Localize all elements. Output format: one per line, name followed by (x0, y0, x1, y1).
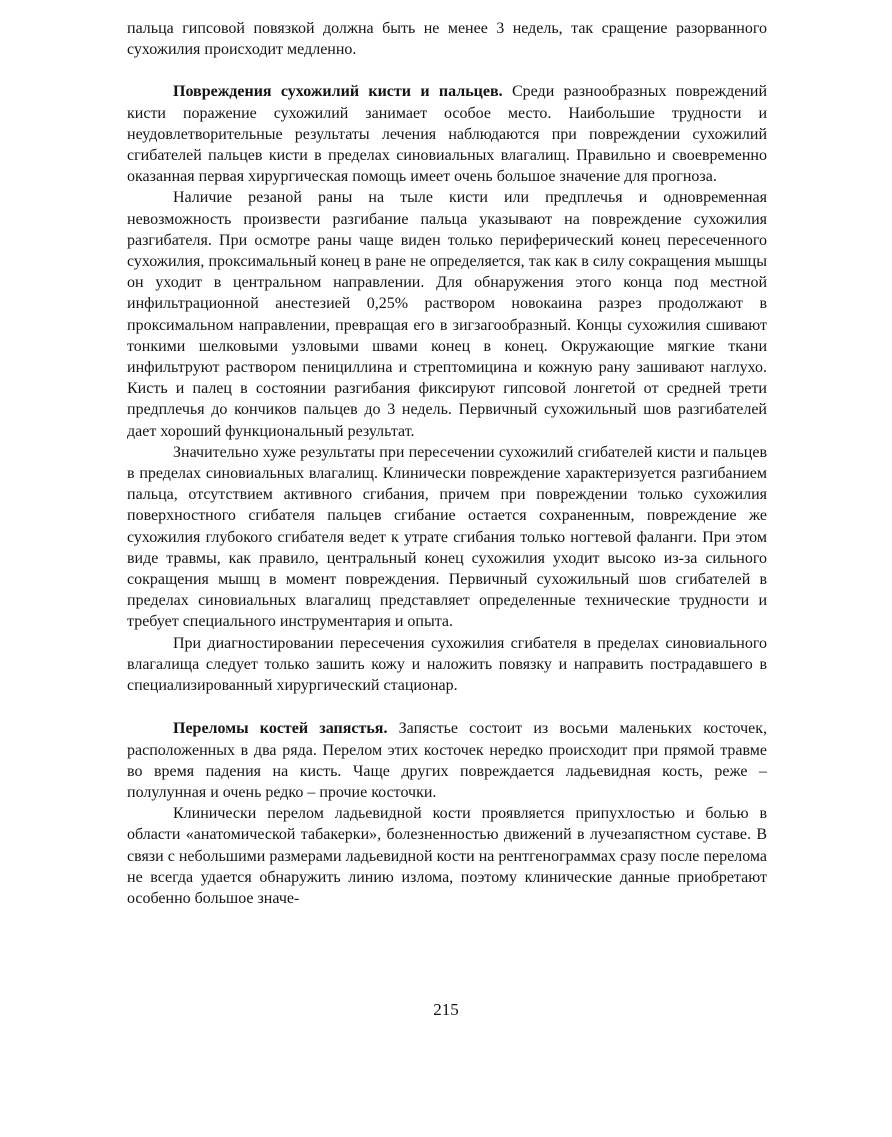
paragraph-text: пальца гипсовой повязкой должна быть не менее 3 недель, так сращение разорванного сухожилия происходит медленно. (127, 20, 767, 59)
paragraph-extensor-injury (127, 187, 767, 441)
paragraph-flexor-diagnosis (127, 633, 767, 697)
paragraph-scaphoid-fracture (127, 803, 767, 909)
paragraph-text: Значительно хуже результаты при пересечении сухожилий сгибателей кисти и пальцев в пределах синовиальных влагалищ. Клинически повреждение характеризуется разгибанием пальца, отсутствием активного сгибания, причем при повреждении только сухожилия поверхностного сгибателя пальцев сгибание остается сохраненным, повреждение же сухожилия глубокого сгибателя ведет к утрате сгибания только ногтевой фаланги. При этом виде травмы, как правило, центральный конец сухожилия уходит высоко из-за сильного сокращения мышц в момент повреждения. Первичный сухожильный шов сгибателей в пределах синовиальных влагалищ представляет определенные технические трудности и требует специального инструментария и опыта. (127, 443, 767, 631)
paragraph-text: Запястье состоит из восьми маленьких косточек, расположенных в два ряда. Перелом этих косточек нередко происходит при прямой травме во время падения на кисть. Чаще других повреждается ладьевидная кость, реже – полулунная и очень редко – прочие косточки. (127, 720, 767, 801)
paragraph-continuation (127, 18, 767, 60)
paragraph-carpal-fractures (127, 718, 767, 803)
paragraph-tendon-injuries (127, 81, 767, 187)
paragraph-text: Клинически перелом ладьевидной кости проявляется припухлостью и болью в области «анатомической табакерки», болезненностью движений в лучезапястном суставе. В связи с небольшими размерами ладьевидной кости на рентгенограммах сразу после перелома не всегда удается обнаружить линию излома, поэтому клинические данные приобретают особенно большое значе- (127, 805, 767, 907)
page-body (127, 18, 767, 909)
paragraph-text: При диагностировании пересечения сухожилия сгибателя в пределах синовиального влагалища следует только зашить кожу и наложить повязку и направить пострадавшего в специализированный хирургический стационар. (127, 634, 767, 695)
page-number: 215 (433, 1000, 459, 1019)
paragraph-flexor-injury (127, 442, 767, 633)
section-heading-tendon-injuries: Повреждения сухожилий кисти и пальцев. (173, 83, 503, 101)
paragraph-text: Наличие резаной раны на тыле кисти или предплечья и одновременная невозможность произвести разгибание пальца указывают на повреждение сухожилия разгибателя. При осмотре раны чаще виден только периферический конец пересеченного сухожилия, проксимальный конец в ране не определяется, так как в силу сокращения мышцы он уходит в центральном направлении. Для обнаружения этого конца под местной инфильтрационной анестезией 0,25% раствором новокаина разрез продолжают в проксимальном направлении, превращая его в зигзагообразный. Концы сухожилия сшивают тонкими шелковыми узловыми швами конец в конец. Окружающие мягкие ткани инфильтруют раствором пенициллина и стрептомицина и кожную рану зашивают наглухо. Кисть и палец в состоянии разгибания фиксируют гипсовой лонгетой от средней трети предплечья до кончиков пальцев до 3 недель. Первичный сухожильный шов разгибателей дает хороший функциональный результат. (127, 189, 767, 440)
paragraph-text: Среди разнообразных повреждений кисти поражение сухожилий занимает особое место. Наибольшие трудности и неудовлетворительные результаты лечения наблюдаются при повреждении сухожилий сгибателей пальцев кисти в пределах синовиальных влагалищ. Правильно и своевременно оказанная первая хирургическая помощь имеет очень большое значение для прогноза. (127, 83, 768, 186)
section-heading-carpal-fractures: Переломы костей запястья. (173, 720, 388, 738)
